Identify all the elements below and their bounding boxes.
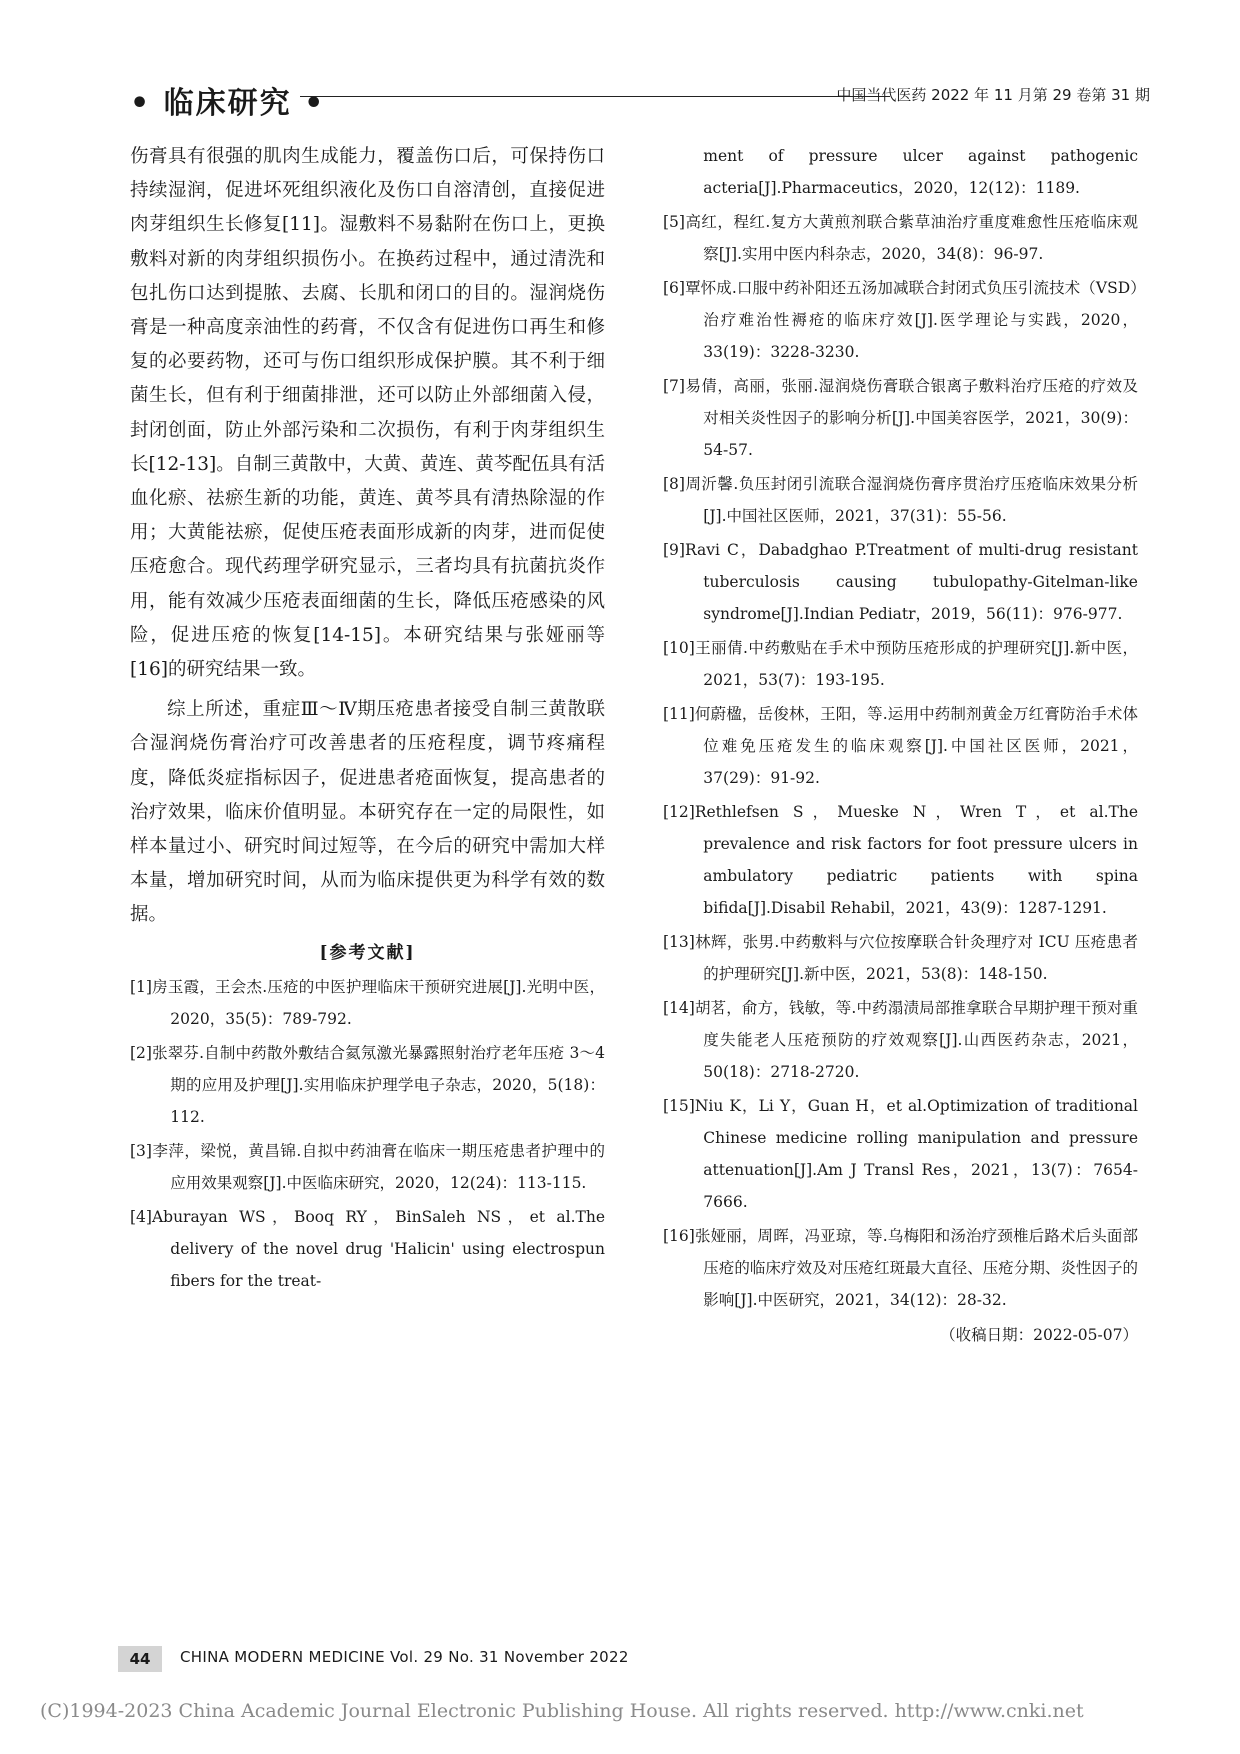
copyright-watermark: (C)1994-2023 China Academic Journal Electronic Publishing House. All rights reserved. http://www.cnki.net — [40, 1700, 1084, 1722]
page-number: 44 — [118, 1646, 162, 1672]
conclusion-paragraph: 综上所述，重症Ⅲ～Ⅳ期压疮患者接受自制三黄散联合湿润烧伤膏治疗可改善患者的压疮程度，调节疼痛程度，降低炎症指标因子，促进患者疮面恢复，提高患者的治疗效果，临床价值明显。本研究存在一定的局限性，如样本量过小、研究时间过短等，在今后的研究中需加大样本量，增加研究时间，从而为临床提供更为科学有效的数据。 — [130, 699, 605, 926]
reference-item: [7]易倩，高丽，张丽.湿润烧伤膏联合银离子敷料治疗压疮的疗效及对相关炎性因子的影响分析[J].中国美容医学，2021，30(9)：54-57. — [663, 377, 1138, 459]
reference-item: [11]何蔚楹，岳俊林，王阳，等.运用中药制剂黄金万红膏防治手术体位难免压疮发生的临床观察[J].中国社区医师，2021，37(29)：91-92. — [663, 705, 1138, 787]
reference-item: [9]Ravi C，Dabadghao P.Treatment of multi-drug resistant tuberculosis causing tubulopathy-Gitelman-like syndrome[J].Indian Pediatr，2019，56(11)：976-977. — [663, 541, 1138, 623]
journal-issue: 中国当代医药 2022 年 11 月第 29 卷第 31 期 — [836, 86, 1150, 104]
page-footer — [118, 1646, 718, 1676]
reference-item: [8]周沂馨.负压封闭引流联合湿润烧伤膏序贯治疗压疮临床效果分析[J].中国社区医师，2021，37(31)：55-56. — [663, 475, 1138, 525]
right-column — [663, 140, 1138, 1350]
reference-item: [3]李萍，梁悦，黄昌锦.自拟中药油膏在临床一期压疮患者护理中的应用效果观察[J].中医临床研究，2020，12(24)：113-115. — [130, 1141, 605, 1192]
reference-item: [6]覃怀成.口服中药补阳还五汤加减联合封闭式负压引流技术（VSD）治疗难治性褥疮的临床疗效[J].医学理论与实践，2020，33(19)：3228-3230. — [663, 279, 1138, 361]
reference-item: [13]林辉，张男.中药敷料与穴位按摩联合针灸理疗对 ICU 压疮患者的护理研究[J].新中医，2021，53(8)：148-150. — [663, 933, 1138, 983]
left-column — [130, 140, 605, 1299]
body-paragraph: 伤膏具有很强的肌肉生成能力，覆盖伤口后，可保持伤口持续湿润，促进坏死组织液化及伤口自溶清创，直接促进肉芽组织生长修复[11]。湿敷料不易黏附在伤口上，更换敷料对新的肉芽组织损伤小。在换药过程中，通过清洗和包扎伤口达到提脓、去腐、长肌和闭口的目的。湿润烧伤膏是一种高度亲油性的药膏，不仅含有促进伤口再生和修复的必要药物，还可与伤口组织形成保护膜。其不利于细菌生长，但有利于细菌排泄，还可以防止外部细菌入侵，封闭创面，防止外部污染和二次损伤，有利于肉芽组织生长[12-13]。自制三黄散中，大黄、黄连、黄芩配伍具有活血化瘀、祛瘀生新的功能，黄连、黄芩具有清热除湿的作用；大黄能祛瘀，促使压疮表面形成新的肉芽，进而促使压疮愈合。现代药理学研究显示，三者均具有抗菌抗炎作用，能有效减少压疮表面细菌的生长，降低压疮感染的风险，促进压疮的恢复[14-15]。本研究结果与张娅丽等[16]的研究结果一致。 — [130, 146, 605, 681]
reference-item: [12]Rethlefsen S，Mueske N，Wren T，et al.The prevalence and risk factors for foot pressure ulcers in ambulatory pediatric patients with spina bifida[J].Disabil Rehabil，2021，43(9)：1287-1291. — [663, 803, 1138, 917]
reference-item: [2]张翠芬.自制中药散外敷结合氦氖激光暴露照射治疗老年压疮 3～4 期的应用及护理[J].实用临床护理学电子杂志，2020，5(18)：112. — [130, 1043, 605, 1126]
reference-item-continued: ment of pressure ulcer against pathogenic acteria[J].Pharmaceutics，2020，12(12)：1189. — [703, 147, 1138, 197]
reference-item: [1]房玉霞，王会杰.压疮的中医护理临床干预研究进展[J].光明中医，2020，35(5)：789-792. — [130, 977, 605, 1028]
section-title: • 临床研究 • — [130, 86, 326, 121]
received-date: （收稿日期：2022-05-07） — [940, 1326, 1138, 1344]
reference-item: [5]高红，程红.复方大黄煎剂联合紫草油治疗重度难愈性压疮临床观察[J].实用中医内科杂志，2020，34(8)：96-97. — [663, 213, 1138, 263]
reference-item: [16]张娅丽，周晖，冯亚琼，等.乌梅阳和汤治疗颈椎后路术后头面部压疮的临床疗效及对压疮红斑最大直径、压疮分期、炎性因子的影响[J].中医研究，2021，34(12)：28-32. — [663, 1227, 1138, 1309]
page-header — [130, 78, 1150, 122]
references-heading: [参考文献] — [319, 942, 416, 963]
reference-item: [4]Aburayan WS，Booq RY，BinSaleh NS，et al.The delivery of the novel drug 'Halicin' using electrospun fibers for the treat- — [130, 1207, 605, 1290]
reference-item: [14]胡茗，俞方，钱敏，等.中药溻渍局部推拿联合早期护理干预对重度失能老人压疮预防的疗效观察[J].山西医药杂志，2021，50(18)：2718-2720. — [663, 999, 1138, 1081]
header-rule — [300, 96, 890, 97]
reference-item: [15]Niu K，Li Y，Guan H，et al.Optimization of traditional Chinese medicine rolling manipulation and pressure attenuation[J].Am J Transl Res，2021，13(7)：7654-7666. — [663, 1097, 1138, 1211]
footer-journal-line: CHINA MODERN MEDICINE Vol. 29 No. 31 November 2022 — [180, 1648, 629, 1666]
reference-item: [10]王丽倩.中药敷贴在手术中预防压疮形成的护理研究[J].新中医，2021，53(7)：193-195. — [663, 639, 1138, 689]
